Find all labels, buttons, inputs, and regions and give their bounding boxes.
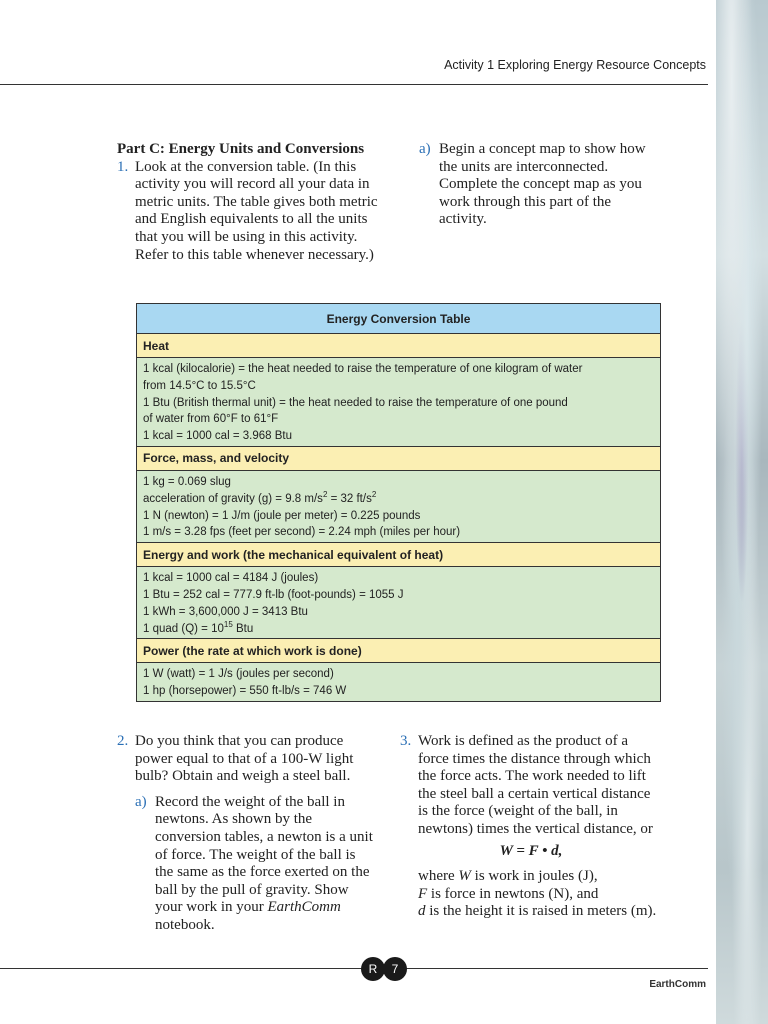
list-item-3: [400, 733, 662, 839]
right-column-top: [419, 141, 659, 229]
power-body: [137, 663, 661, 702]
var-f: F: [418, 885, 428, 902]
part-title: Part C: Energy Units and Conversions: [117, 141, 365, 157]
table-line: 1 kg = 0.069 slug: [143, 475, 231, 488]
table-line: from 14.5°C to 15.5°C: [143, 379, 256, 392]
left-column-top: [117, 141, 379, 264]
energy-body: [137, 567, 661, 639]
item-text: Look at the conversion table. (In this activity you will record all your data in metric units. The table gives both metric and English equivalents to all the units that you will be using in this activity. Refer to this table whenever necessary.): [135, 158, 378, 263]
quad-text-a: 1 quad (Q) = 10: [143, 622, 224, 635]
var-w: W: [458, 868, 471, 885]
footer-rule: [0, 968, 708, 969]
var-d: d: [418, 903, 426, 920]
right-column-bottom: [400, 733, 662, 921]
table-line: of water from 60°F to 61°F: [143, 413, 279, 426]
table-line: 1 kcal = 1000 cal = 3.968 Btu: [143, 430, 292, 443]
quad-text-b: Btu: [232, 622, 254, 635]
where-w-text: is work in joules (J),: [470, 868, 598, 885]
work-formula: W = F • d,: [499, 842, 563, 859]
item-2a-end: notebook.: [155, 916, 215, 933]
force-body: [137, 470, 661, 542]
header-rule: [0, 84, 708, 85]
item-text: [155, 794, 375, 935]
table-title: Energy Conversion Table: [137, 304, 661, 334]
table-line: 1 W (watt) = 1 J/s (joules per second): [143, 668, 334, 681]
gravity-text-b: = 32 ft/s: [327, 492, 372, 505]
left-column-bottom: [117, 733, 375, 935]
item-text: Do you think that you can produce power equal to that of a 100-W light bulb? Obtain and weigh a steel ball.: [135, 733, 354, 785]
table-line-quad: [143, 621, 654, 638]
section-heat: Heat: [137, 334, 661, 358]
table-line: 1 m/s = 3.28 fps (feet per second) = 2.24 mph (miles per hour): [143, 526, 461, 539]
where-d-text: is the height it is raised in meters (m).: [425, 903, 657, 920]
page-number: [361, 957, 407, 981]
exponent: 2: [371, 489, 377, 499]
table-line: 1 Btu = 252 cal = 777.9 ft-lb (foot-pounds) = 1055 J: [143, 588, 404, 601]
gravity-text-a: acceleration of gravity (g) = 9.8 m/s: [143, 492, 323, 505]
table-line: 1 Btu (British thermal unit) = the heat needed to raise the temperature of one pound: [143, 396, 568, 409]
exponent: 2: [322, 489, 328, 499]
exponent: 15: [223, 619, 233, 629]
table-line-gravity: [143, 491, 654, 508]
energy-conversion-table: [136, 303, 661, 702]
table-line: 1 kcal = 1000 cal = 4184 J (joules): [143, 572, 319, 585]
item-letter: a): [419, 141, 431, 157]
section-force: Force, mass, and velocity: [137, 446, 661, 470]
where-text: where: [418, 868, 459, 885]
item-number: 2.: [117, 733, 129, 749]
table-line: 1 kcal (kilocalorie) = the heat needed to raise the temperature of one kilogram of water: [143, 363, 583, 375]
section-power: Power (the rate at which work is done): [137, 639, 661, 663]
table-line: 1 N (newton) = 1 J/m (joule per meter) = 0.225 pounds: [143, 509, 421, 522]
page-badge: 7: [383, 957, 407, 981]
heat-body: [137, 358, 661, 447]
mineral-photo-strip: [716, 0, 768, 1024]
footer-brand: EarthComm: [649, 979, 706, 990]
item-letter: a): [135, 793, 147, 810]
item-2a-text: Record the weight of the ball in newtons. As shown by the conversion tables, a newton is a unit of force. The weight of the ball is the same as the force exerted on the ball by the pull of gravity. Show your work in your: [155, 793, 373, 916]
item-text: Work is defined as the product of a force times the distance through which the force acts. The work needed to lift the steel ball a certain vertical distance is the force (weight of the ball, in newtons) times the vertical distance, or: [418, 733, 653, 837]
running-head: Activity 1 Exploring Energy Resource Concepts: [444, 58, 706, 72]
section-badge: R: [361, 957, 385, 981]
list-item-2a: [135, 794, 375, 935]
list-item-2: [117, 733, 375, 786]
list-item-a: [419, 141, 659, 229]
list-item-1: [117, 159, 379, 265]
section-energy: Energy and work (the mechanical equivalent of heat): [137, 543, 661, 567]
table-line: 1 hp (horsepower) = 550 ft-lb/s = 746 W: [143, 685, 347, 698]
brand-italic: EarthComm: [267, 899, 341, 916]
item-text: Begin a concept map to show how the units are interconnected. Complete the concept map as you work through this part of the activity.: [439, 141, 646, 228]
formula-explanation: [418, 868, 662, 921]
where-f-text: is force in newtons (N), and: [427, 885, 599, 902]
table-line: 1 kWh = 3,600,000 J = 3413 Btu: [143, 605, 308, 618]
item-number: 3.: [400, 733, 412, 749]
item-number: 1.: [117, 158, 129, 175]
